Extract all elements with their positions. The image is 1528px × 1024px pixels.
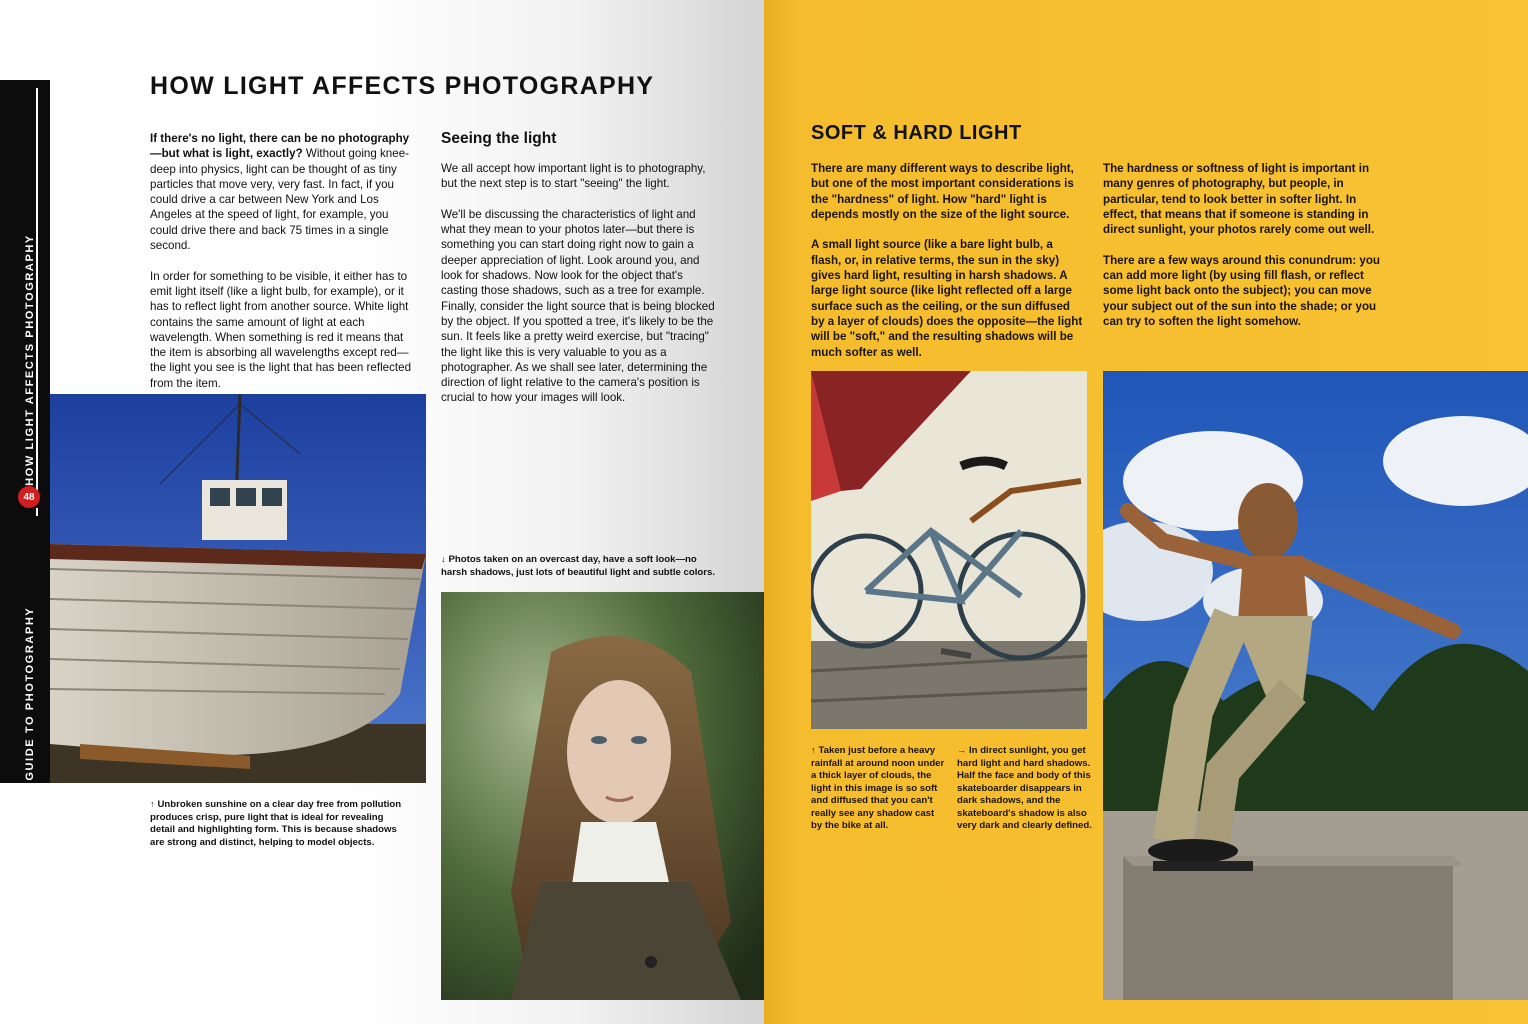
boat-caption <box>150 798 410 849</box>
intro-paragraph <box>150 131 416 253</box>
section-title: SOFT & HARD LIGHT <box>811 122 1022 144</box>
page-title: HOW LIGHT AFFECTS PHOTOGRAPHY <box>150 72 655 100</box>
seeing-light-heading: Seeing the light <box>441 130 557 147</box>
boat-photo <box>50 394 426 783</box>
paragraph-hardness: There are many different ways to describe light, but one of the most important considerations is the "hardness" of light. How "hard" light is depends mostly on the size of the light source. <box>811 162 1074 221</box>
arrow-right-icon: → <box>957 745 966 755</box>
book-title-label: BEGINNER'S GUIDE TO PHOTOGRAPHY <box>24 606 36 870</box>
portrait-photo <box>441 592 764 1000</box>
skater-caption-text: In direct sunlight, you get hard light and hard shadows. Half the face and body of this skateboarder disappears in dark shadows, and the skateboard's shadow is also very dark and clearly defined. <box>957 745 1092 831</box>
intro-bold: If there's no light, there can be no photography—but what is light, exactly? <box>150 132 410 161</box>
portrait-caption-text: Photos taken on an overcast day, have a soft look—no harsh shadows, just lots of beautiful light and subtle colors. <box>441 554 715 578</box>
skateboarder-photo <box>1103 371 1528 1000</box>
skater-caption <box>957 744 1093 833</box>
right-column-1 <box>811 161 1083 360</box>
chapter-label: HOW LIGHT AFFECTS PHOTOGRAPHY <box>24 234 36 486</box>
portrait-caption <box>441 553 721 579</box>
paragraph-genres: The hardness or softness of light is important in many genres of photography, but people, in particular, tend to look better in softer light. In effect, that means that if someone is standing in direct sunlight, your photos rarely come out well. <box>1103 162 1375 237</box>
left-column-2 <box>441 161 717 421</box>
bicycle-caption <box>811 744 947 833</box>
paragraph-seeing-2: We'll be discussing the characteristics of light and what they mean to your photos later—but there is something you can start doing right now to gain a deeper appreciation of light. Look around you, and look for shadows. Now look for the object that's casting those shadows, such as a tree for example. Finally, consider the light source that is being blocked by the object. If you spotted a tree, it's likely to be the sun. It feels like a pretty weird exercise, but "tracing" the light like this is very valuable to you as a photographer. As we shall see later, determining the direction of light relative to the camera's position is crucial to how your images will look. <box>441 207 715 405</box>
paragraph-visibility: In order for something to be visible, it either has to emit light itself (like a light bulb, for example), or it has to reflect light from another source. White light contains the same amount of light at each wavelength. When something is red it means that the item is absorbing all wavelengths except red—the light you see is the light that has been reflected from the item. <box>150 269 412 390</box>
paragraph-conundrum: There are a few ways around this conundrum: you can add more light (by using fill flash, or reflect some light back onto the subject); you can move your subject out of the sun into the shade; or you can try to soften the light somehow. <box>1103 253 1381 328</box>
arrow-up-icon: ↑ <box>811 745 816 755</box>
side-divider-mid <box>36 508 38 516</box>
right-column-2 <box>1103 161 1383 329</box>
bicycle-photo <box>811 371 1087 729</box>
paragraph-light-source: A small light source (like a bare light bulb, a flash, or, in relative terms, the sun in the sky) gives hard light, resulting in harsh shadows. A large light source (like light reflected off a large surface such as the ceiling, or the sun diffused by a layer of clouds) does the opposite—the light will be "soft," and the resulting shadows will be much softer as well. <box>811 238 1083 359</box>
bicycle-caption-text: Taken just before a heavy rainfall at around noon under a thick layer of clouds, the light in this image is so soft and diffused that you can't really see any shadow cast by the bike at all. <box>811 745 945 831</box>
arrow-up-icon: ↑ <box>150 799 155 809</box>
side-divider-top <box>36 88 38 494</box>
side-tab <box>0 80 50 870</box>
paragraph-seeing-1: We all accept how important light is to photography, but the next step is to start "seeing" the light. <box>441 162 706 191</box>
arrow-down-icon: ↓ <box>441 554 446 564</box>
left-column-1 <box>150 131 416 406</box>
page-number-badge: 48 <box>18 486 40 508</box>
boat-caption-text: Unbroken sunshine on a clear day free from pollution produces crisp, pure light that is ideal for revealing detail and highlighting form. This is because shadows are strong and distinct, helping to model objects. <box>150 799 402 848</box>
intro-rest: Without going knee-deep into physics, light can be thought of as tiny particles that move very, very fast. In fact, if you could drive a car between New York and Los Angeles at the speed of light, for example, you could drive there and back 75 times in a single second. <box>150 147 410 253</box>
